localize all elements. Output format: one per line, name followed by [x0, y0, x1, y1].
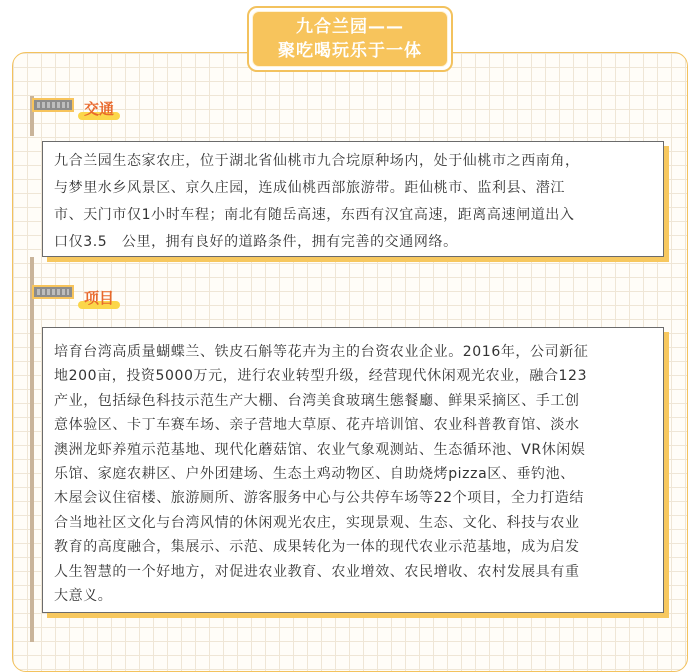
title-banner — [247, 6, 453, 72]
text-line: 大意义。 — [54, 588, 113, 605]
flag-pole — [30, 257, 34, 642]
text-line: 教育的高度融合，集展示、示范、成果转化为一体的现代农业示范基地，成为启发 — [54, 539, 580, 556]
heading-text: 交通 — [84, 100, 115, 118]
text-line: 与梦里水乡风景区、京久庄园，连成仙桃西部旅游带。距仙桃市、监利县、潜江 — [54, 180, 565, 196]
heading-text: 项目 — [84, 289, 115, 307]
text-line: 产业，包括绿色科技示范生产大棚、台湾美食玻璃生態餐廳、鲜果采摘区、手工创 — [54, 392, 580, 409]
text-line: 口仅3.5 公里，拥有良好的道路条件，拥有完善的交通网络。 — [54, 234, 458, 250]
content-card-transport — [42, 141, 664, 257]
title-line-1: 九合兰园—— — [296, 17, 404, 37]
text-line: 意体验区、卡丁车赛车场、亲子营地大草原、花卉培训馆、农业科普教育馆、淡水 — [54, 417, 580, 434]
text-line: 市、天门市仅1小时车程；南北有随岳高速，东西有汉宜高速，距离高速闸道出入 — [54, 207, 575, 223]
flag-icon — [32, 98, 74, 112]
text-line: 澳洲龙虾养殖示范基地、现代化蘑菇馆、农业气象观测站、生态循环池、VR休闲娱 — [54, 441, 586, 458]
flag-icon — [32, 285, 74, 299]
section-heading-projects — [78, 289, 120, 309]
text-line: 乐馆、家庭农耕区、户外团建场、生态土鸡动物区、自助烧烤pizza区、垂钓池、 — [54, 466, 575, 483]
content-card-projects — [42, 327, 664, 613]
text-line: 培育台湾高质量蝴蝶兰、铁皮石斛等花卉为主的台资农业企业。2016年，公司新征 — [54, 344, 589, 360]
title-line-2: 聚吃喝玩乐于一体 — [278, 41, 422, 61]
text-line: 九合兰园生态家农庄，位于湖北省仙桃市九合垸原种场内，处于仙桃市之西南角， — [54, 153, 580, 169]
text-line: 木屋会议住宿楼、旅游厕所、游客服务中心与公共停车场等22个项目，全力打造结 — [54, 490, 585, 507]
title-inner — [252, 11, 448, 67]
section-heading-transport — [78, 100, 120, 120]
text-line: 合当地社区文化与台湾风情的休闲观光农庄，实现景观、生态、文化、科技与农业 — [54, 514, 580, 531]
text-line: 地200亩，投资5000万元，进行农业转型升级，经营现代休闲观光农业，融合123 — [54, 368, 588, 385]
text-line: 人生智慧的一个好地方，对促进农业教育、农业增效、农民增收、农村发展具有重 — [54, 563, 580, 580]
